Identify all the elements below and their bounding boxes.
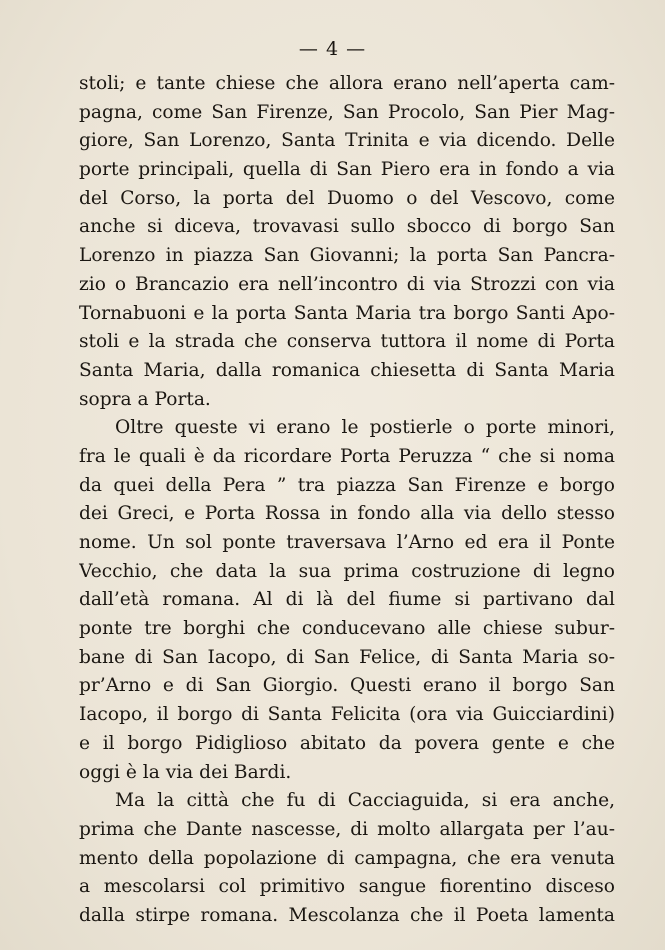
text-line: e il borgo Pidiglioso abitato da povera gente e che <box>79 732 615 754</box>
text-line: Vecchio, che data la sua prima costruzione di legno <box>79 560 615 582</box>
text-line: del Corso, la porta del Duomo o del Vescovo, come <box>79 187 615 209</box>
text-line: prima che Dante nascesse, di molto allargata per l’au- <box>79 818 615 840</box>
paragraph-start-line: Oltre queste vi erano le postierle o porte minori, <box>115 417 615 439</box>
text-line: porte principali, quella di San Piero era in fondo a via <box>79 159 615 181</box>
text-line: Iacopo, il borgo di Santa Felicita (ora via Guicciardini) <box>79 704 615 726</box>
text-line: da quei della Pera ” tra piazza San Firenze e borgo <box>79 474 615 496</box>
text-line: bane di San Iacopo, di San Felice, di Santa Maria so- <box>79 646 615 668</box>
text-line: anche si diceva, trovavasi sullo sbocco di borgo San <box>79 216 615 238</box>
paragraph-end-line: oggi è la via dei Bardi. <box>79 761 292 783</box>
text-line: stoli e la strada che conserva tuttora il nome di Porta <box>79 331 615 353</box>
text-line: dei Greci, e Porta Rossa in fondo alla via dello stesso <box>79 503 615 525</box>
text-line: dall’età romana. Al di là del fiume si partivano dal <box>79 589 615 611</box>
paragraph-end-line: sopra a Porta. <box>79 388 211 410</box>
text-line: ponte tre borghi che conducevano alle chiese subur- <box>79 618 615 640</box>
text-line: nome. Un sol ponte traversava l’Arno ed era il Ponte <box>79 532 615 553</box>
text-line: pr’Arno e di San Giorgio. Questi erano il borgo San <box>79 675 615 697</box>
text-line: zio o Brancazio era nell’incontro di via Strozzi con via <box>79 273 615 295</box>
text-line: Santa Maria, dalla romanica chiesetta di Santa Maria <box>79 359 615 381</box>
text-line: fra le quali è da ricordare Porta Peruzza “ che si noma <box>79 445 615 467</box>
text-line: mento della popolazione di campagna, che era venuta <box>79 847 615 869</box>
paragraph-start-line: Ma la città che fu di Cacciaguida, si era anche, <box>115 790 615 812</box>
page-number: — 4 — <box>298 38 367 60</box>
text-line: giore, San Lorenzo, Santa Trinita e via dicendo. Delle <box>79 130 615 152</box>
text-line: stoli; e tante chiese che allora erano nell’aperta cam- <box>79 73 615 94</box>
text-line: a mescolarsi col primitivo sangue fiorentino disceso <box>79 876 615 898</box>
text-line: Tornabuoni e la porta Santa Maria tra borgo Santi Apo- <box>79 302 615 324</box>
text-line: dalla stirpe romana. Mescolanza che il Poeta lamenta <box>79 904 615 926</box>
text-line: Lorenzo in piazza San Giovanni; la porta San Pancra- <box>79 245 615 267</box>
body-text <box>79 70 615 931</box>
text-line: pagna, come San Firenze, San Procolo, San Pier Mag- <box>79 101 615 123</box>
